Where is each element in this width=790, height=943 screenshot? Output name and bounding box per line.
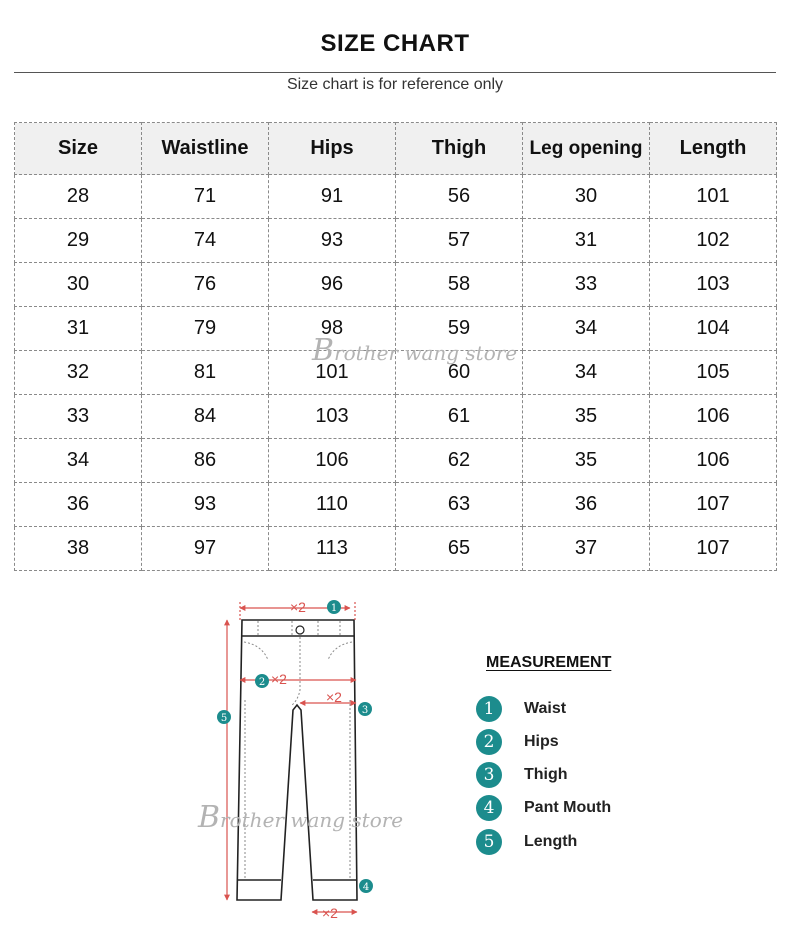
- multiplier-1: ×2: [290, 599, 306, 615]
- number-5-icon: 5: [476, 829, 502, 855]
- pants-diagram: [212, 592, 382, 932]
- table-cell: 113: [269, 527, 396, 571]
- table-cell: 79: [142, 307, 269, 351]
- marker-3-number: 3: [361, 705, 369, 716]
- number-1-icon: 1: [476, 696, 502, 722]
- table-cell: 58: [396, 263, 523, 307]
- table-cell: 63: [396, 483, 523, 527]
- measurement-title: MEASUREMENT: [486, 654, 612, 671]
- table-cell: 91: [269, 175, 396, 219]
- table-row: [15, 263, 777, 307]
- table-cell: 35: [523, 439, 650, 483]
- table-header-row: [15, 123, 777, 175]
- table-row: [15, 395, 777, 439]
- table-cell: 93: [142, 483, 269, 527]
- watermark-initial: B: [312, 333, 335, 368]
- table-cell: 97: [142, 527, 269, 571]
- table-cell: 105: [650, 351, 777, 395]
- measurement-item-thigh: [476, 762, 568, 788]
- table-cell: 107: [650, 483, 777, 527]
- measurement-item-waist: [476, 696, 566, 722]
- table-cell: 102: [650, 219, 777, 263]
- table-cell: 101: [269, 351, 396, 395]
- number-3-icon: 3: [476, 762, 502, 788]
- title-divider: [14, 72, 776, 73]
- table-cell: 103: [269, 395, 396, 439]
- table-cell: 30: [523, 175, 650, 219]
- marker-4-number: 4: [362, 882, 370, 893]
- table-row: [15, 439, 777, 483]
- watermark-text: [198, 800, 403, 835]
- table-cell: 106: [650, 439, 777, 483]
- measurement-label: Waist: [524, 700, 567, 717]
- table-cell: 36: [523, 483, 650, 527]
- table-cell: 34: [523, 351, 650, 395]
- table-cell: 62: [396, 439, 523, 483]
- table-cell: 104: [650, 307, 777, 351]
- table-cell: 31: [15, 307, 142, 351]
- table-cell: 76: [142, 263, 269, 307]
- table-cell: 74: [142, 219, 269, 263]
- measurement-label: Hips: [524, 733, 559, 750]
- number-2-icon: 2: [476, 729, 502, 755]
- marker-5-number: 5: [220, 713, 228, 724]
- measurement-label: Pant Mouth: [524, 799, 612, 816]
- marker-1-number: 1: [330, 603, 338, 614]
- watermark-initial: B: [198, 800, 221, 835]
- table-cell: 57: [396, 219, 523, 263]
- table-cell: 103: [650, 263, 777, 307]
- table-cell: 28: [15, 175, 142, 219]
- table-cell: 60: [396, 351, 523, 395]
- marker-2-number: 2: [258, 677, 266, 688]
- table-cell: 34: [15, 439, 142, 483]
- measurement-item-length: [476, 829, 577, 855]
- watermark-rest: rother wang store: [334, 341, 518, 365]
- table-cell: 36: [15, 483, 142, 527]
- table-row: [15, 219, 777, 263]
- table-cell: 56: [396, 175, 523, 219]
- table-cell: 61: [396, 395, 523, 439]
- table-cell: 38: [15, 527, 142, 571]
- table-cell: 32: [15, 351, 142, 395]
- table-cell: 33: [523, 263, 650, 307]
- table-cell: 33: [15, 395, 142, 439]
- subtitle: Size chart is for reference only: [286, 76, 504, 93]
- multiplier-2: ×2: [271, 671, 287, 687]
- table-cell: 31: [523, 219, 650, 263]
- number-4-icon: 4: [476, 795, 502, 821]
- table-cell: 106: [650, 395, 777, 439]
- page-title: SIZE CHART: [320, 30, 470, 57]
- watermark-text: [312, 333, 517, 368]
- table-row: [15, 527, 777, 571]
- table-cell: 93: [269, 219, 396, 263]
- measurement-label: Length: [524, 833, 578, 850]
- table-cell: 65: [396, 527, 523, 571]
- table-cell: 86: [142, 439, 269, 483]
- table-row: [15, 483, 777, 527]
- measurement-item-hips: [476, 729, 559, 755]
- pants-outline: [237, 620, 357, 900]
- column-header-hips: Hips: [269, 123, 396, 175]
- measurement-item-pant-mouth: [476, 795, 611, 821]
- table-row: [15, 175, 777, 219]
- measurement-label: Thigh: [524, 766, 568, 783]
- table-cell: 107: [650, 527, 777, 571]
- table-cell: 106: [269, 439, 396, 483]
- table-cell: 81: [142, 351, 269, 395]
- column-header-length: Length: [650, 123, 777, 175]
- multiplier-3: ×2: [326, 689, 342, 705]
- table-cell: 30: [15, 263, 142, 307]
- table-cell: 101: [650, 175, 777, 219]
- column-header-size: Size: [15, 123, 142, 175]
- column-header-thigh: Thigh: [396, 123, 523, 175]
- table-cell: 37: [523, 527, 650, 571]
- table-cell: 84: [142, 395, 269, 439]
- column-header-leg-opening: Leg opening: [523, 123, 650, 175]
- table-cell: 71: [142, 175, 269, 219]
- multiplier-4: ×2: [322, 905, 338, 921]
- table-cell: 98: [269, 307, 396, 351]
- table-cell: 110: [269, 483, 396, 527]
- table-cell: 29: [15, 219, 142, 263]
- table-cell: 35: [523, 395, 650, 439]
- watermark-rest: rother wang store: [220, 808, 404, 832]
- table-cell: 59: [396, 307, 523, 351]
- table-cell: 34: [523, 307, 650, 351]
- button-icon: [296, 626, 304, 634]
- table-cell: 96: [269, 263, 396, 307]
- column-header-waistline: Waistline: [142, 123, 269, 175]
